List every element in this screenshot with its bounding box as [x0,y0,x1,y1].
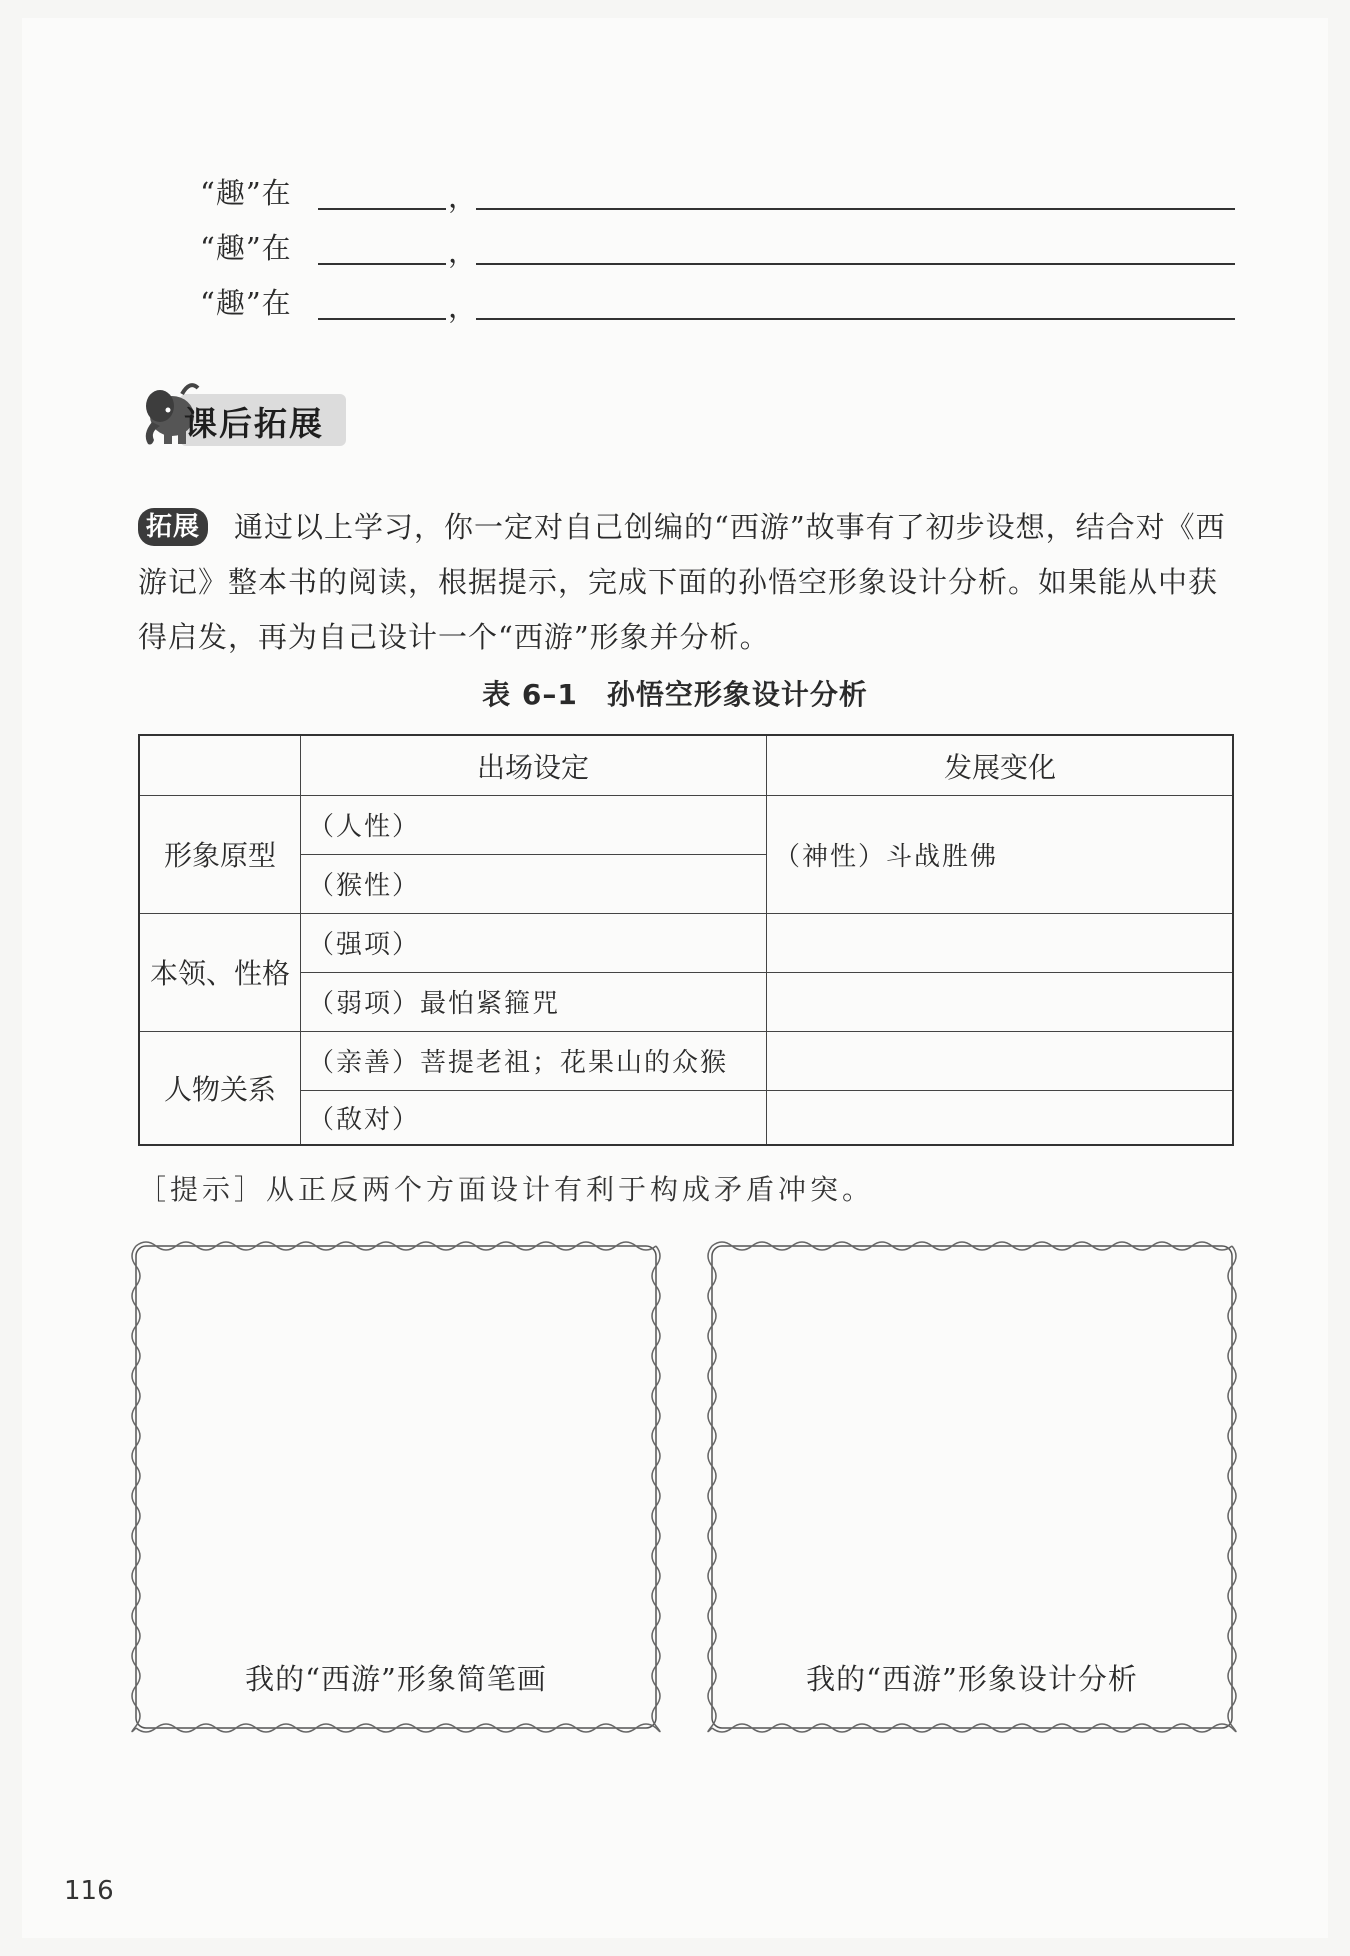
fill-in-blank-short[interactable] [318,208,446,210]
table-cell[interactable]: （亲善）菩提老祖；花果山的众猴 [308,1048,729,1078]
section-header [138,370,348,454]
row-label-image-prototype: 形象原型 [163,839,276,872]
table-cell-empty[interactable] [766,1090,1234,1144]
extension-badge: 拓展 [138,508,208,546]
fill-in-prefix: “趣”在 [200,176,292,210]
fill-in-blank-long[interactable] [476,263,1235,265]
fill-in-blank-long[interactable] [476,318,1235,320]
analysis-frame-caption: 我的“西游”形象设计分析 [806,1662,1138,1696]
drawing-frame[interactable] [130,1238,662,1738]
table-cell-empty[interactable] [766,1031,1234,1090]
fill-in-comma: ， [448,235,478,269]
table-caption: 表 6–1 孙悟空形象设计分析 [482,678,868,711]
table-header-development: 发展变化 [943,750,1056,784]
extension-paragraph [138,500,1238,665]
fill-in-prefix: “趣”在 [200,231,292,265]
row-label-ability-personality: 本领、性格 [149,957,290,990]
table-cell[interactable]: （人性） [308,812,421,842]
analysis-frame[interactable] [706,1238,1238,1738]
extension-text: 通过以上学习，你一定对自己创编的“西游”故事有了初步设想，结合对《西游记》整本书的阅读，根据提示，完成下面的孙悟空形象设计分析。如果能从中获得启发，再为自己设计一个“西游”形象并分析。 [138,510,1226,654]
table-header-setup: 出场设定 [476,750,589,784]
table-cell-empty[interactable] [766,913,1234,972]
table-cell-merged[interactable]: （神性）斗战胜佛 [774,841,999,872]
fill-in-blank-long[interactable] [476,208,1235,210]
fill-in-prefix: “趣”在 [200,286,292,320]
page-number: 116 [64,1876,114,1906]
fill-in-line [200,280,1235,326]
fill-in-blank-short[interactable] [318,318,446,320]
table-cell[interactable]: （猴性） [308,871,421,901]
table-cell[interactable]: （强项） [308,930,421,960]
table-cell[interactable]: （弱项）最怕紧箍咒 [308,989,561,1019]
section-title: 课后拓展 [184,404,324,443]
fill-in-line [200,170,1235,216]
row-label-relationships: 人物关系 [163,1072,276,1106]
analysis-table [138,734,1234,1146]
fill-in-line [200,225,1235,271]
fill-in-comma: ， [448,290,478,324]
drawing-frame-caption: 我的“西游”形象简笔画 [245,1662,547,1696]
fill-in-blank-short[interactable] [318,263,446,265]
table-cell-empty[interactable] [766,972,1234,1031]
table-cell[interactable]: （敌对） [308,1104,421,1135]
hint-text: ［提示］从正反两个方面设计有利于构成矛盾冲突。 [138,1173,875,1206]
fill-in-comma: ， [448,180,478,214]
